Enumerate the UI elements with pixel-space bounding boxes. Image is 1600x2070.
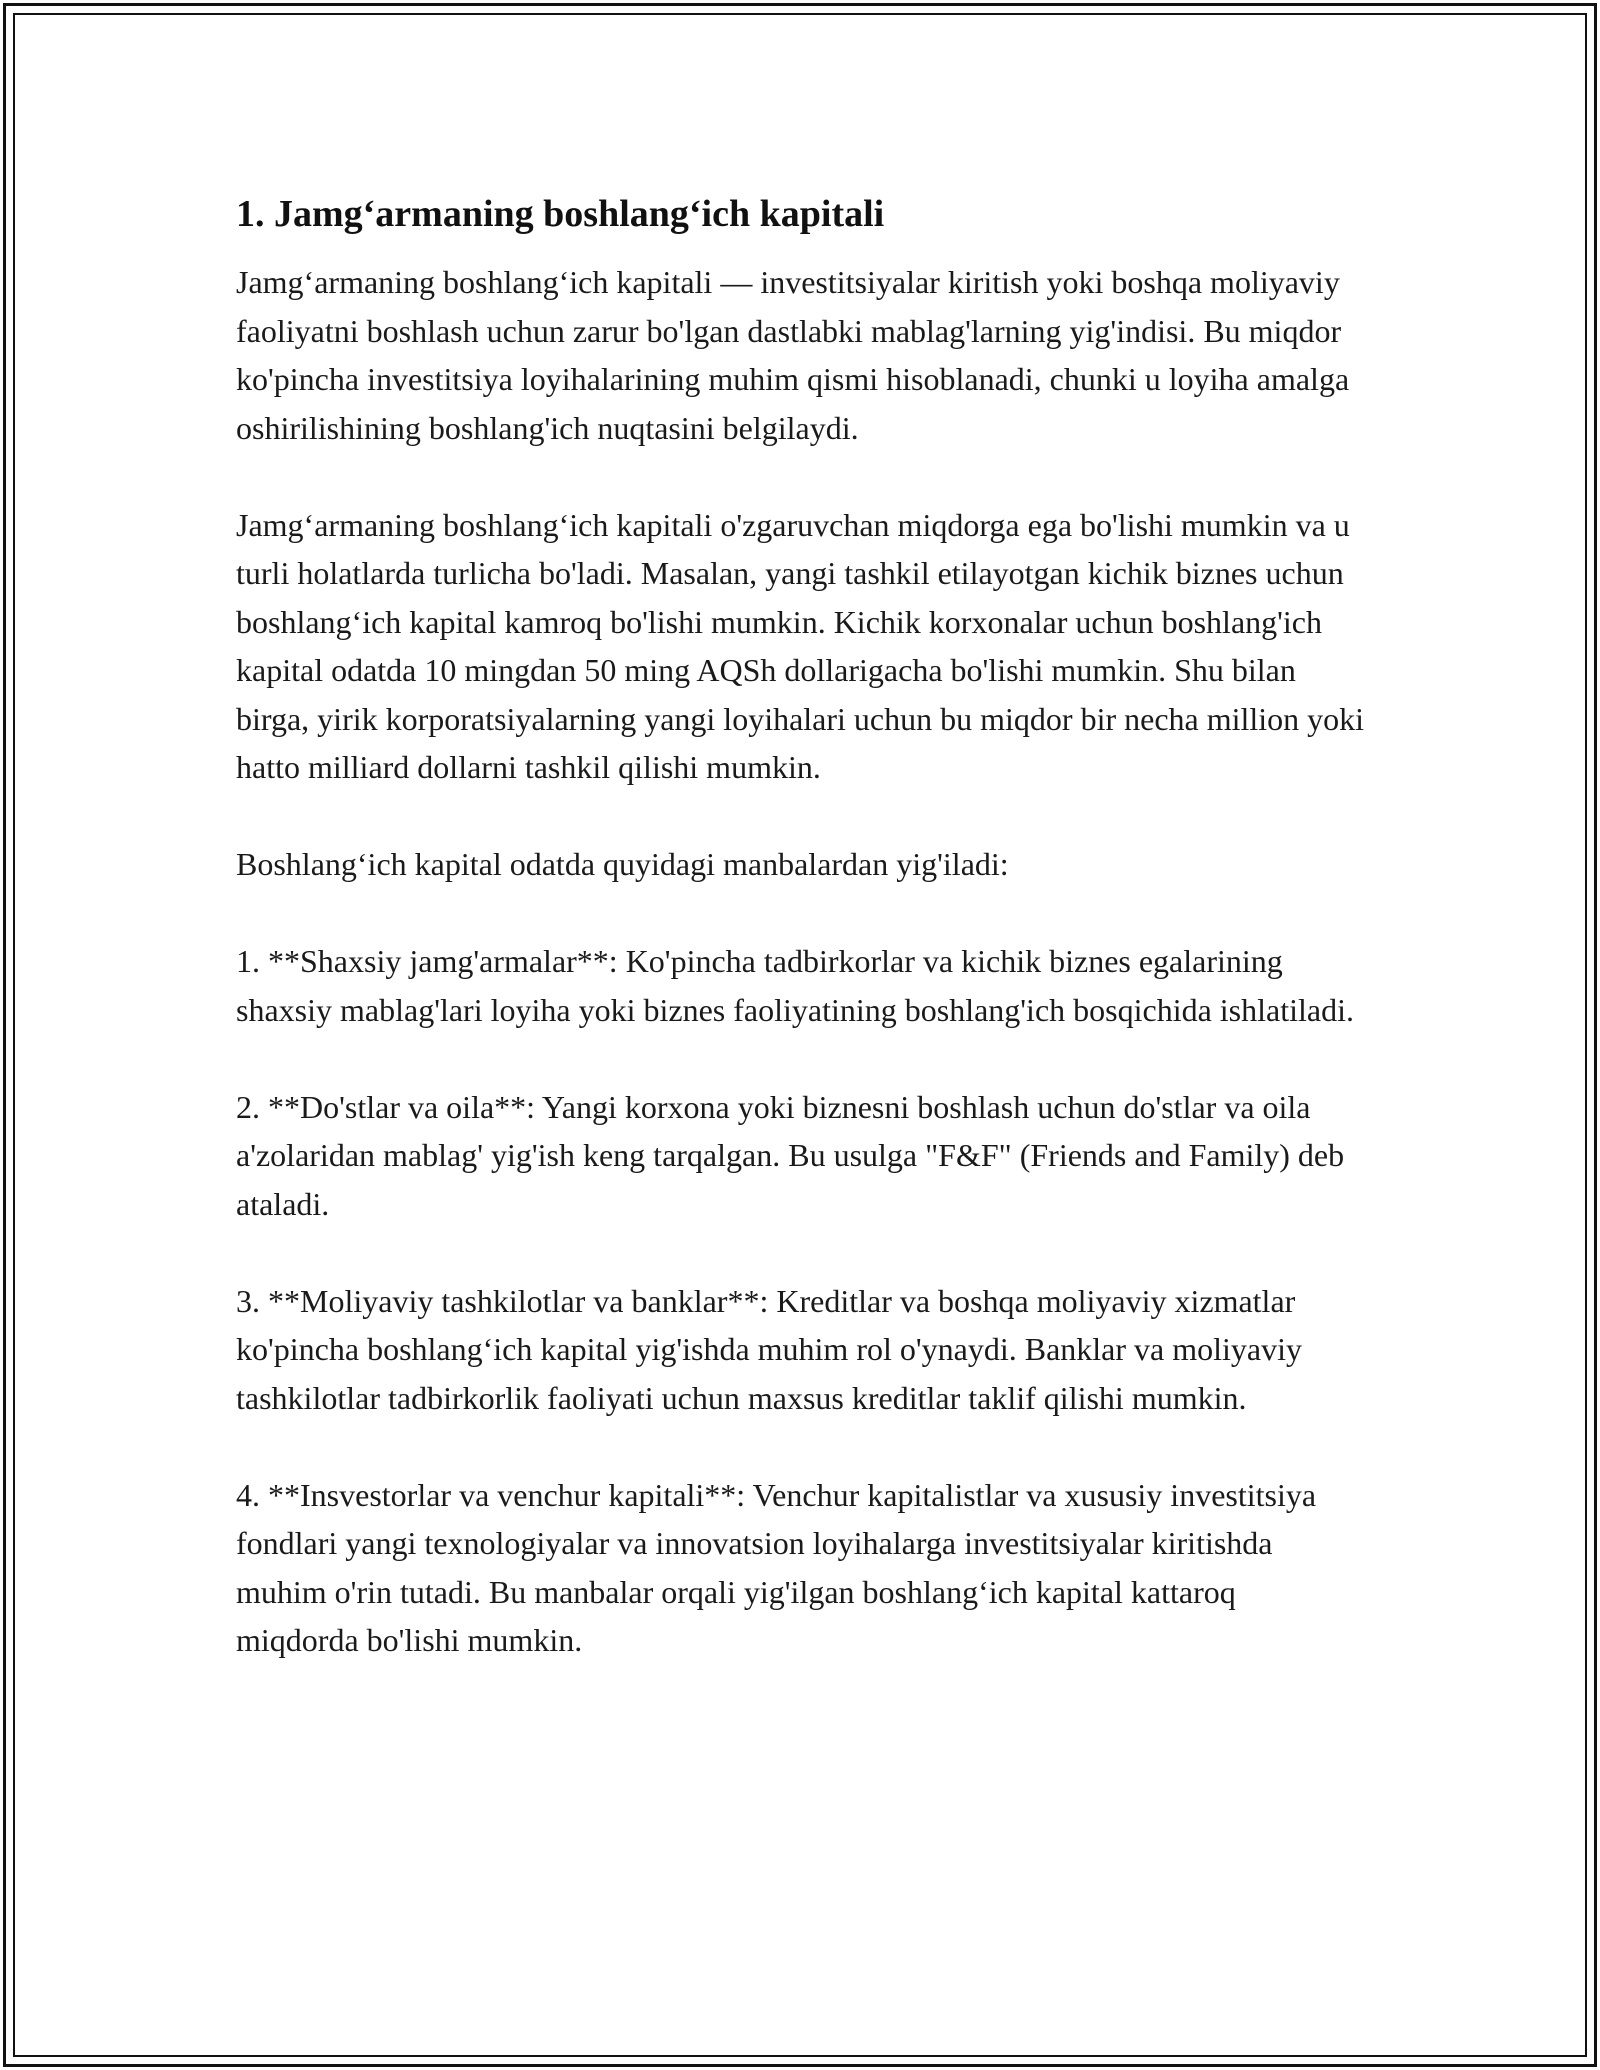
list-item-friends-family: 2. **Do'stlar va oila**: Yangi korxona yoki biznesni boshlash uchun do'stlar va oila a'zolaridan mablag' yig'ish keng tarqalgan. Bu usulga "F&F" (Friends and Family) deb ataladi. (236, 1088, 1345, 1222)
list-item-personal-savings: 1. **Shaxsiy jamg'armalar**: Ko'pincha tadbirkorlar va kichik biznes egalarining shaxsiy mablag'lari loyiha yoki biznes faoliyatining boshlang'ich bosqichida ishlatiladi. (236, 943, 1354, 1028)
document-body (236, 188, 1366, 1665)
paragraph-definition: Jamg‘armaning boshlang‘ich kapitali — investitsiyalar kiritish yoki boshqa moliyaviy faoliyatni boshlash uchun zarur bo'lgan dastlabki mablag'larning yig'indisi. Bu miqdor ko'pincha investitsiya loyihalarining muhim qismi hisoblanadi, chunki u loyiha amalga oshirilishining boshlang'ich nuqtasini belgilaydi. (236, 264, 1350, 446)
section-heading: 1. Jamg‘armaning boshlang‘ich kapitali (236, 193, 885, 235)
paragraph-capital-size: Jamg‘armaning boshlang‘ich kapitali o'zgaruvchan miqdorga ega bo'lishi mumkin va u turli holatlarda turlicha bo'ladi. Masalan, yangi tashkil etilayotgan kichik biznes uchun boshlang‘ich kapital kamroq bo'lishi mumkin. Kichik korxonalar uchun boshlang'ich kapital odatda 10 mingdan 50 ming AQSh dollarigacha bo'lishi mumkin. Shu bilan birga, yirik korporatsiyalarning yangi loyihalari uchun bu miqdor bir necha million yoki hatto milliard dollarni tashkil qilishi mumkin. (236, 506, 1365, 785)
list-item-venture-capital: 4. **Insvestorlar va venchur kapitali**: Venchur kapitalistlar va xususiy investitsiya fondlari yangi texnologiyalar va innovatsion loyihalarga investitsiyalar kiritishda muhim o'rin tutadi. Bu manbalar orqali yig'ilgan boshlang‘ich kapital kattaroq miqdorda bo'lishi mumkin. (236, 1476, 1317, 1658)
paragraph-sources-intro: Boshlang‘ich kapital odatda quyidagi manbalardan yig'iladi: (236, 846, 1009, 882)
list-item-banks: 3. **Moliyaviy tashkilotlar va banklar**: Kreditlar va boshqa moliyaviy xizmatlar ko'pincha boshlang‘ich kapital yig'ishda muhim rol o'ynaydi. Banklar va moliyaviy tashkilotlar tadbirkorlik faoliyati uchun maxsus kreditlar taklif qilishi mumkin. (236, 1282, 1302, 1416)
